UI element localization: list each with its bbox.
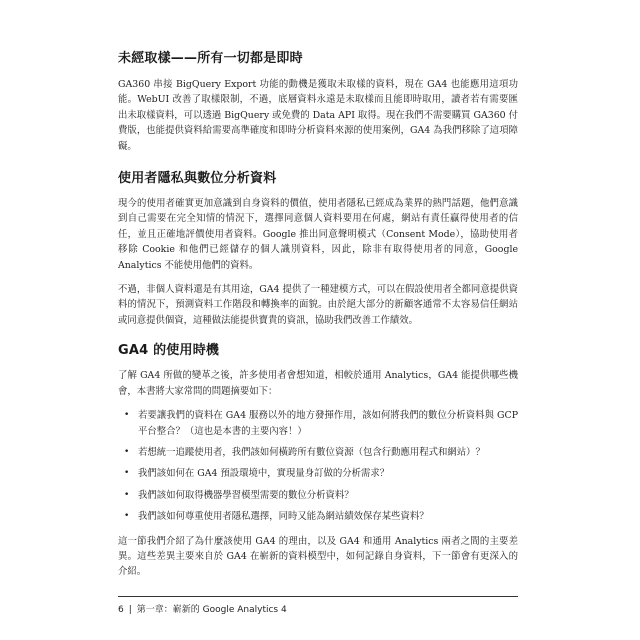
chapter-title: 第一章：嶄新的 Google Analytics 4 (136, 605, 287, 615)
paragraph: 不過，非個人資料還是有其用途，GA4 提供了一種建模方式，可以在假設使用者全都同意提供資料的情況下，預測資料工作階段和轉換率的面貌。由於絕大部分的新顧客通常不太容易信任網站或同意提供個資，這種做法能提供寶貴的資訊，協助我們改善工作績效。 (118, 284, 518, 326)
section-heading: 未經取樣——所有一切都是即時 (118, 51, 303, 66)
list-item: • 若要讓我們的資料在 GA4 服務以外的地方發揮作用，該如何將我們的數位分析資料與 GCP 平台整合？（這也是本書的主要內容！） (118, 408, 518, 439)
intro-paragraph: 了解 GA4 所做的變革之後，許多使用者會想知道，相較於通用 Analytics，GA4 能提供哪些機會，本書將大家常問的問題摘要如下： (118, 370, 518, 397)
question-list (118, 408, 518, 524)
page-content (118, 50, 518, 589)
list-item: • 我們該如何尊重使用者隱私選擇，同時又能為網站績效保存某些資料？ (118, 509, 518, 524)
list-item: • 我們該如何取得機器學習模型需要的數位分析資料？ (118, 488, 518, 503)
section-user-privacy (118, 170, 518, 328)
section-heading: GA4 的使用時機 (118, 343, 220, 359)
section-unsampled (118, 50, 518, 154)
paragraph: 現今的使用者確實更加意識到自身資料的價值，使用者隱私已經成為業界的熱門話題，他們意識到自己需要在完全知情的情況下，選擇同意個人資料要用在何處，網站有責任贏得使用者的信任，並且正確地評價使用者資料。Google 推出同意聲明模式（Consent Mode），協助使用者移除 Cookie 和他們已經儲存的個人識別資料，因此，除非有取得使用者的同意，Google Analytics 不能使用他們的資料。 (118, 198, 518, 271)
list-item: • 我們該如何在 GA4 預設環境中，實現量身訂做的分析需求？ (118, 466, 518, 481)
section-when-to-use-ga4 (118, 342, 518, 579)
page-number: 6 (118, 605, 124, 615)
page-footer (118, 596, 518, 615)
paragraph: GA360 串接 BigQuery Export 功能的動機是獲取未取樣的資料，現在 GA4 也能應用這項功能。WebUI 改善了取樣限制，不過，底層資料永遠是未取樣而且能即時取用，讀者若有需要匯出未取樣資料，可以透過 BigQuery 或免費的 Data API 取得。現在我們不需要購買 GA360 付費版，也能提供資料給需要高準確度和即時分析資料來源的使用案例，GA4 為我們移除了這項障礙。 (118, 79, 518, 152)
outro-paragraph: 這一節我們介紹了為什麼該使用 GA4 的理由，以及 GA4 和通用 Analytics 兩者之間的主要差異。這些差異主要來自於 GA4 在嶄新的資料模型中，如何記錄自身資料，下一節會有更深入的介紹。 (118, 535, 518, 578)
footer-separator: | (128, 605, 132, 615)
list-item: • 若想統一追蹤使用者，我們該如何橫跨所有數位資源（包含行動應用程式和網站）？ (118, 445, 518, 460)
section-heading: 使用者隱私與數位分析資料 (118, 171, 277, 187)
